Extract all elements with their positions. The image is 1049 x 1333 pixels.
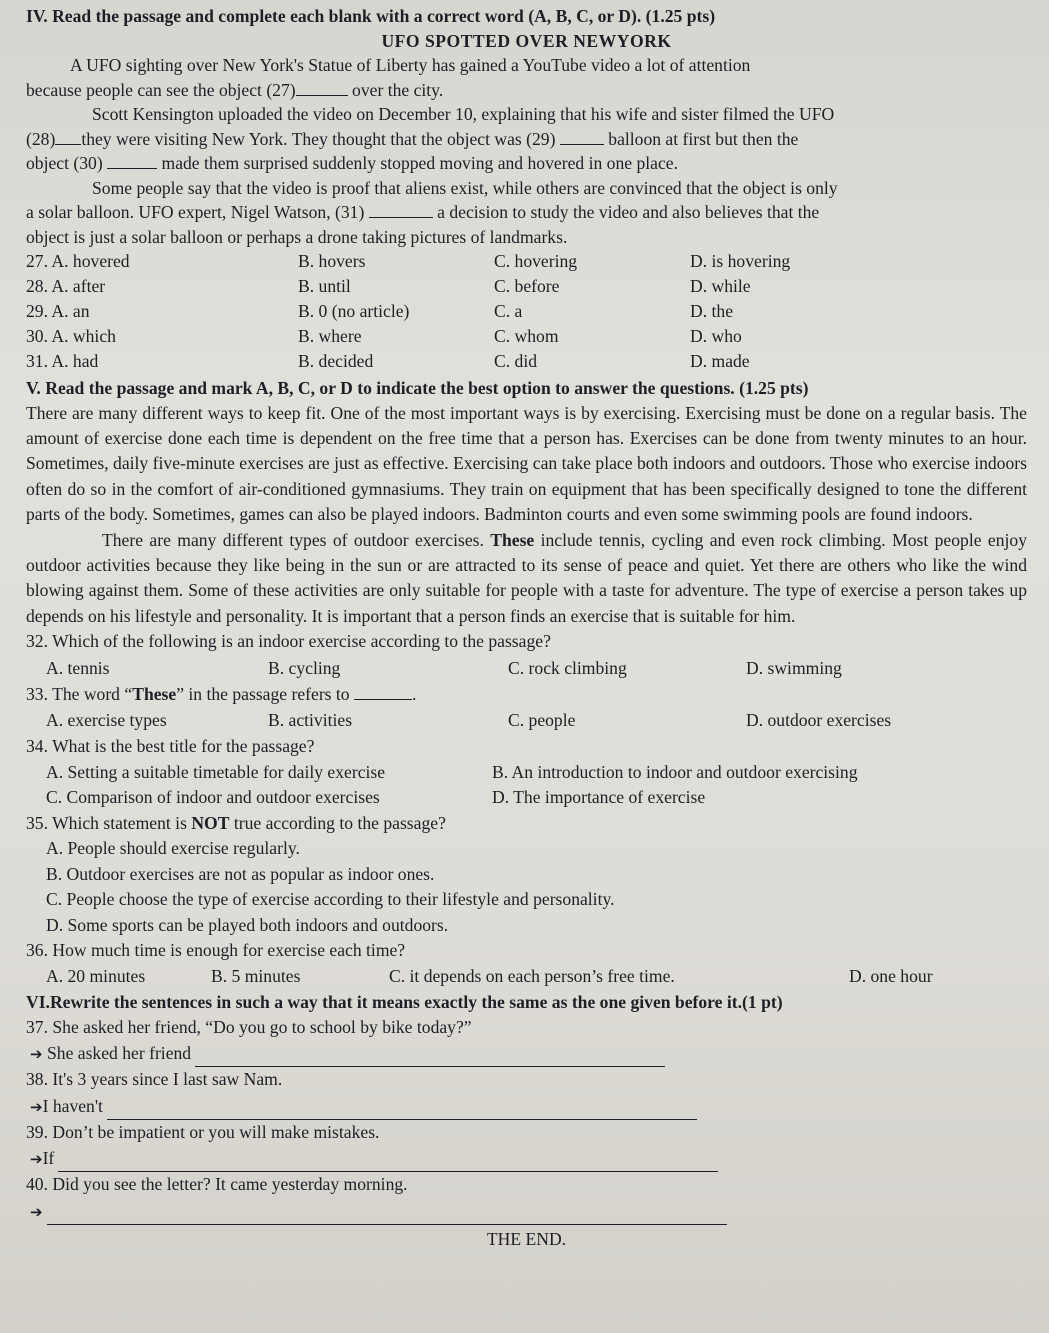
option: A. Setting a suitable timetable for daily exercise (46, 761, 386, 782)
paragraph-text: include tennis, cycling and even rock climbing. Most people enjoy outdoor activities because they like being in the sun or are attracted to its sense of peace and quiet. Yet there are others who like the wind blowing against them. Some of these activities are only suitable for people with a taste for adventure. The type of exercise a person takes up depends on his lifestyle and personality. It is important that a person finds an exercise that is suitable for him. (26, 529, 1027, 626)
option: C. rock climbing (508, 657, 627, 678)
option: D. made (690, 351, 750, 371)
option: D. The importance of exercise (492, 787, 706, 808)
passage-text: a decision to study the video and also believes that the (437, 202, 820, 222)
option: B. until (298, 276, 351, 296)
option: C. people (508, 710, 576, 731)
option: C. People choose the type of exercise according to their lifestyle and personality. (46, 889, 615, 910)
option: 29. A. an (26, 301, 90, 321)
option: D. who (690, 326, 742, 346)
option: B. An introduction to indoor and outdoor exercising (492, 761, 858, 782)
option: D. outdoor exercises (746, 710, 892, 731)
options-32 (26, 655, 1027, 682)
option: A. 20 minutes (46, 965, 146, 986)
the-end: THE END. (486, 1228, 567, 1249)
passage-title: UFO SPOTTED OVER NEWYORK (381, 30, 672, 51)
blank-29 (560, 130, 604, 145)
passage-line (26, 127, 1027, 152)
arrow-icon: ➔ (30, 1150, 43, 1169)
answer-line[interactable] (107, 1103, 697, 1120)
option: C. did (494, 351, 538, 371)
section-5-heading: V. Read the passage and mark A, B, C, or D to indicate the best option to answer the questions. (1.25 pts) (26, 378, 809, 398)
passage-line: Scott Kensington uploaded the video on December 10, explaining that his wife and sister filmed the UFO (92, 104, 835, 124)
option: D. the (690, 301, 733, 321)
option: B. hovers (298, 251, 366, 271)
option: B. cycling (268, 657, 341, 678)
section-6-heading: VI.Rewrite the sentences in such a way that it means exactly the same as the one given before it.(1 pt) (26, 992, 783, 1013)
rewrite-question-40: 40. Did you see the letter? It came yesterday morning. (26, 1174, 408, 1195)
blank-28 (55, 130, 81, 145)
option: D. one hour (849, 965, 933, 986)
passage-line (26, 151, 1027, 176)
option: D. Some sports can be played both indoors and outdoors. (46, 914, 449, 935)
question-text: . (412, 683, 417, 704)
blank-30 (107, 154, 157, 169)
option: C. whom (494, 326, 559, 346)
rewrite-answer-37 (26, 1040, 1027, 1067)
question-35 (26, 811, 1027, 837)
question-text: 35. Which statement is (26, 812, 192, 833)
option: C. Comparison of indoor and outdoor exercises (46, 787, 380, 808)
reading-paragraph-2 (26, 528, 1027, 630)
reading-paragraph-1: There are many different ways to keep fit. One of the most important ways is by exercising. Exercising must be done on a regular basis. The amount of exercise done each time is dependent on the free time that a person has. Exercises can be done from twenty minutes to an hour. Sometimes, daily five-minute exercises are just as effective. Exercising can take place both indoors and outdoors. Those who exercise indoors often do so in the comfort of air-conditioned gymnasiums. They train on equipment that has been specifically designed to tone the different parts of the body. Sometimes, games can also be played indoors. Badminton courts and even some swimming pools are found indoors. (26, 402, 1027, 525)
option: B. 5 minutes (211, 965, 301, 986)
passage-text: object (30) (26, 153, 103, 173)
rewrite-start: She asked her friend (46, 1043, 192, 1064)
arrow-icon: ➔ (30, 1045, 43, 1064)
options-row-28 (26, 274, 1027, 299)
passage-text: over the city. (352, 79, 444, 100)
question-text: 33. The word “ (26, 683, 133, 704)
option: 28. A. after (26, 276, 106, 296)
option: D. while (690, 276, 751, 296)
highlighted-word: These (132, 683, 177, 704)
passage-text: they were visiting New York. They thought that the object was (29) (81, 128, 556, 149)
passage-line (26, 78, 1027, 103)
arrow-icon: ➔ (30, 1097, 43, 1116)
option: C. a (494, 301, 523, 321)
option: C. hovering (494, 251, 578, 271)
question-36: 36. How much time is enough for exercise each time? (26, 940, 406, 961)
options-row-27 (26, 249, 1027, 274)
passage-text: balloon at first but then the (608, 128, 799, 149)
option: B. 0 (no article) (298, 301, 410, 321)
section-4-heading: IV. Read the passage and complete each blank with a correct word (A, B, C, or D). (1.25 pts) (26, 6, 716, 26)
highlighted-word: NOT (191, 812, 230, 833)
option: 27. A. hovered (26, 251, 130, 271)
question-text: true according to the passage? (229, 812, 446, 833)
options-34-row-1 (26, 760, 1027, 786)
question-34: 34. What is the best title for the passage? (26, 736, 315, 757)
rewrite-question-37: 37. She asked her friend, “Do you go to school by bike today?” (26, 1016, 472, 1037)
question-33 (26, 682, 1027, 708)
paragraph-text: There are many different types of outdoor exercises. (102, 529, 491, 550)
options-36 (26, 964, 1027, 990)
highlighted-word: These (490, 529, 535, 550)
option: A. exercise types (46, 710, 167, 731)
passage-line: object is just a solar balloon or perhaps a drone taking pictures of landmarks. (26, 226, 568, 247)
passage-line (26, 200, 1027, 225)
blank-27 (296, 81, 348, 96)
passage-text: (28) (26, 128, 56, 149)
question-text: ” in the passage refers to (176, 683, 350, 704)
option: 30. A. which (26, 326, 116, 346)
options-34-row-2 (26, 785, 1027, 811)
options-33 (26, 707, 1027, 734)
option: D. swimming (746, 657, 842, 678)
rewrite-question-39: 39. Don’t be impatient or you will make mistakes. (26, 1121, 380, 1142)
blank-33 (354, 685, 412, 700)
answer-line[interactable] (47, 1208, 727, 1225)
passage-text: a solar balloon. UFO expert, Nigel Watson, (31) (26, 202, 365, 222)
option: C. it depends on each person’s free time. (389, 965, 675, 986)
option: C. before (494, 276, 560, 296)
rewrite-start: If (42, 1148, 55, 1169)
blank-31 (369, 203, 433, 218)
option: B. decided (298, 351, 374, 371)
option: B. Outdoor exercises are not as popular as indoor ones. (46, 863, 435, 884)
arrow-icon: ➔ (30, 1202, 43, 1221)
passage-line: Some people say that the video is proof that aliens exist, while others are convinced that the object is only (92, 177, 838, 198)
passage-line: A UFO sighting over New York's Statue of Liberty has gained a YouTube video a lot of attention (70, 55, 751, 75)
rewrite-answer-40 (26, 1198, 1027, 1225)
answer-line[interactable] (195, 1050, 665, 1067)
options-row-31 (26, 349, 1027, 374)
options-row-30 (26, 324, 1027, 349)
rewrite-answer-38 (26, 1093, 1027, 1120)
option: D. is hovering (690, 251, 791, 271)
option: B. activities (268, 710, 353, 731)
options-row-29 (26, 299, 1027, 324)
option: A. People should exercise regularly. (46, 838, 300, 859)
rewrite-answer-39 (26, 1145, 1027, 1172)
rewrite-start: I haven't (42, 1095, 103, 1116)
option: B. where (298, 326, 362, 346)
answer-line[interactable] (58, 1155, 718, 1172)
rewrite-question-38: 38. It's 3 years since I last saw Nam. (26, 1069, 283, 1090)
option: A. tennis (46, 657, 110, 678)
question-32: 32. Which of the following is an indoor exercise according to the passage? (26, 631, 551, 652)
passage-text: made them surprised suddenly stopped moving and hovered in one place. (161, 153, 678, 173)
option: 31. A. had (26, 351, 99, 371)
passage-text: because people can see the object (27) (26, 79, 296, 100)
